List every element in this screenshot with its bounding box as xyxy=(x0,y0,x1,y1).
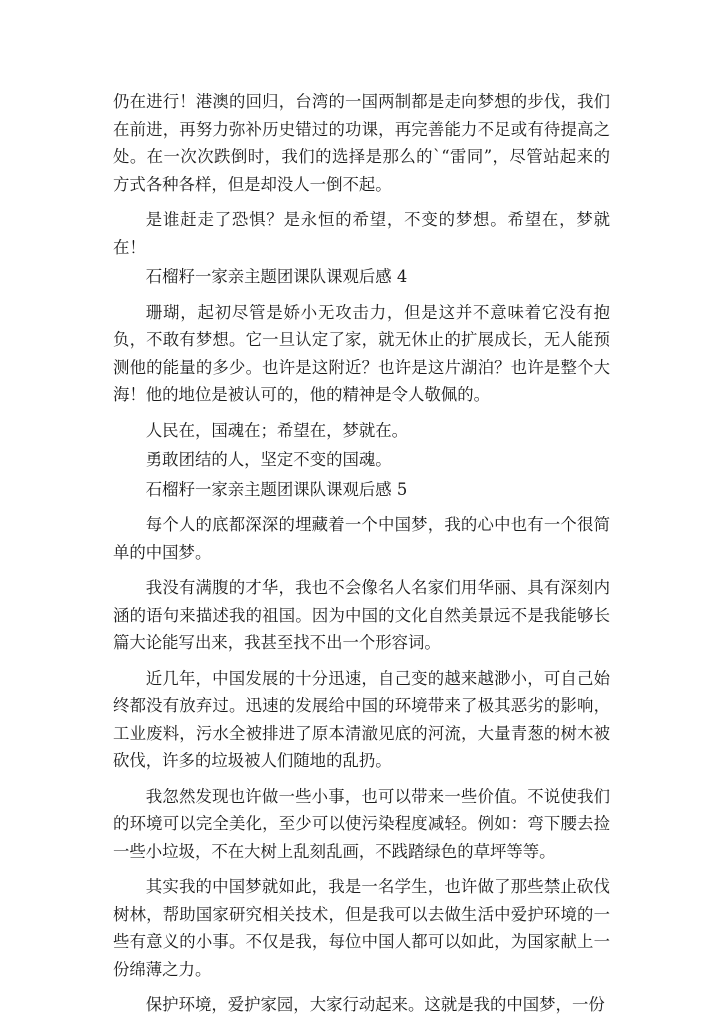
paragraph: 人民在，国魂在；希望在，梦就在。 xyxy=(145,420,409,440)
paragraph: 是谁赶走了恐惧？是永恒的希望，不变的梦想。希望在，梦就在！ xyxy=(113,210,610,257)
paragraph-truncated: 保护环境，爱护家园，大家行动起来。这就是我的中国梦，一份 xyxy=(145,995,605,1014)
paragraph: 我没有满腹的才华，我也不会像名人名家们用华丽、具有深刻内涵的语句来描述我的祖国。因为中国的文化自然美景远不是我能够长篇大论能写出来，我甚至找不出一个形容词。 xyxy=(113,578,610,652)
paragraph-continued: 仍在进行！港澳的回归，台湾的一国两制都是走向梦想的步伐，我们在前进，再努力弥补历史错过的功课，再完善能力不足或有待提高之处。在一次次跌倒时，我们的选择是那么的`“雷同”，尽管站起来的方式各种各样，但是却没人一倒不起。 xyxy=(113,92,610,194)
paragraph: 每个人的底都深深的埋藏着一个中国梦，我的心中也有一个很简单的中国梦。 xyxy=(113,515,610,562)
paragraph: 其实我的中国梦就如此，我是一名学生，也许做了那些禁止砍伐树林，帮助国家研究相关技术，但是我可以去做生活中爱护环境的一些有意义的小事。不仅是我，每位中国人都可以如此，为国家献上一份绵薄之力。 xyxy=(113,877,610,979)
section-heading: 石榴籽一家亲主题团课队课观后感 4 xyxy=(145,267,408,286)
section-heading: 石榴籽一家亲主题团课队课观后感 5 xyxy=(145,479,408,499)
paragraph: 勇敢团结的人，坚定不变的国魂。 xyxy=(145,450,392,469)
paragraph: 近几年，中国发展的十分迅速，自己变的越来越渺小，可自己始终都没有放弃过。迅速的发展给中国的环境带来了极其恶劣的影响，工业废料，污水全被排进了原本清澈见底的河流，大量青葱的树木被砍伐，许多的垃圾被人们随地的乱扔。 xyxy=(113,668,610,770)
paragraph: 珊瑚，起初尽管是娇小无攻击力，但是这并不意味着它没有抱负，不敢有梦想。它一旦认定了家，就无休止的扩展成长，无人能预测他的能量的多少。也许是这附近？也许是这片湖泊？也许是整个大海！他的地位是被认可的，他的精神是令人敬佩的。 xyxy=(113,302,610,404)
document-page xyxy=(113,88,610,1019)
paragraph: 我忽然发现也许做一些小事，也可以带来一些价值。不说使我们的环境可以完全美化，至少可以使污染程度减轻。例如：弯下腰去捡一些小垃圾，不在大树上乱刻乱画，不践踏绿色的草坪等等。 xyxy=(113,786,610,861)
